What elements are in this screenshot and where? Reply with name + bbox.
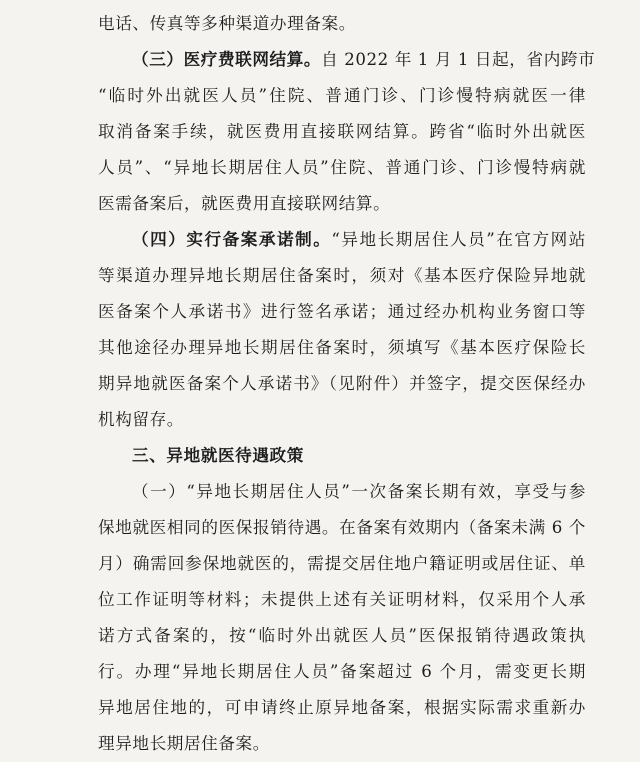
text-line bbox=[98, 6, 586, 42]
text-line bbox=[132, 474, 586, 510]
text-segment: 保地就医相同的医保报销待遇。在备案有效期内（备案未满 6 个 bbox=[98, 518, 586, 537]
text-line bbox=[98, 186, 586, 222]
text-line bbox=[98, 726, 586, 762]
text-segment: 等渠道办理异地长期居住备案时，须对《基本医疗保险异地就 bbox=[98, 266, 586, 285]
text-line bbox=[132, 222, 586, 258]
text-line bbox=[98, 546, 586, 582]
text-segment: 电话、传真等多种渠道办理备案。 bbox=[98, 14, 356, 33]
text-line bbox=[98, 150, 586, 186]
text-line bbox=[98, 78, 586, 114]
text-segment: 机构留存。 bbox=[98, 410, 184, 429]
text-segment: 期异地就医备案个人承诺书》（见附件）并签字，提交医保经办 bbox=[98, 374, 586, 393]
text-segment: 行。办理“异地长期居住人员”备案超过 6 个月，需变更长期 bbox=[98, 662, 586, 681]
text-line bbox=[132, 42, 596, 78]
text-segment: 医备案个人承诺书》进行签名承诺；通过经办机构业务窗口等 bbox=[98, 302, 586, 321]
text-segment: 医需备案后，就医费用直接联网结算。 bbox=[98, 194, 391, 213]
text-line bbox=[98, 330, 586, 366]
text-segment: 异地居住地的，可申请终止原异地备案，根据实际需求重新办 bbox=[98, 698, 586, 717]
clause-title: （四）实行备案承诺制。 bbox=[132, 230, 332, 249]
clause-title: （三）医疗费联网结算。 bbox=[132, 50, 322, 69]
text-line bbox=[98, 618, 586, 654]
text-line bbox=[98, 258, 586, 294]
text-segment: （一）“异地长期居住人员”一次备案长期有效，享受与参 bbox=[132, 482, 586, 501]
text-segment: 位工作证明等材料；未提供上述有关证明材料，仅采用个人承 bbox=[98, 590, 586, 609]
text-line bbox=[98, 366, 586, 402]
text-line bbox=[98, 582, 586, 618]
clause-title: 三、异地就医待遇政策 bbox=[132, 446, 304, 465]
text-segment: 取消备案手续，就医费用直接联网结算。跨省“临时外出就医 bbox=[98, 122, 586, 141]
text-segment: “临时外出就医人员”住院、普通门诊、门诊慢特病就医一律 bbox=[98, 86, 586, 105]
text-line bbox=[98, 690, 586, 726]
text-line bbox=[98, 114, 586, 150]
text-line bbox=[98, 510, 586, 546]
text-segment: 诺方式备案的，按“临时外出就医人员”医保报销待遇政策执 bbox=[98, 626, 586, 645]
text-segment: 月）确需回参保地就医的，需提交居住地户籍证明或居住证、单 bbox=[98, 554, 586, 573]
text-segment: “异地长期居住人员”在官方网站 bbox=[331, 230, 586, 249]
text-line bbox=[98, 654, 586, 690]
section-heading bbox=[132, 438, 586, 474]
text-line bbox=[98, 294, 586, 330]
text-line bbox=[98, 402, 586, 438]
text-segment: 其他途径办理异地长期居住备案时，须填写《基本医疗保险长 bbox=[98, 338, 586, 357]
text-segment: 理异地长期居住备案。 bbox=[98, 734, 270, 753]
text-segment: 人员”、“异地长期居住人员”住院、普通门诊、门诊慢特病就 bbox=[98, 158, 586, 177]
text-segment: 自 2022 年 1 月 1 日起，省内跨市 bbox=[321, 50, 596, 69]
